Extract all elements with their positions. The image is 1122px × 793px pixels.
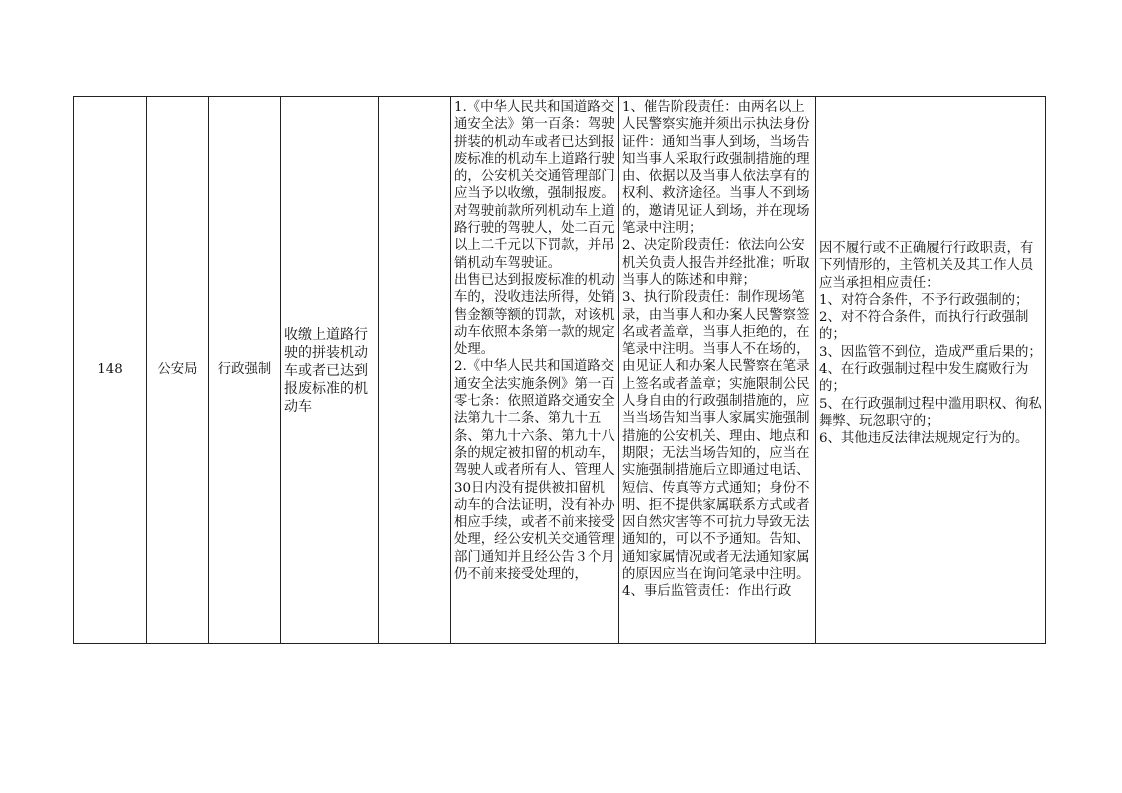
accountability-text: 因不履行或不正确履行行政职责，有下列情形的，主管机关及其工作人员应当承担相应责任： 1、对符合条件，不予行政强制的； 2、对不符合条件，而执行行政强制的； 3、因监管不到位，造成严重后果的； 4、在行政强制过程中发生腐败行为的； 5、在行政强制过程中滥用职权、徇私舞弊、玩忽职守的； 6、其他违反法律法规规定行为的。 xyxy=(819,241,1042,447)
sub-item-cell xyxy=(378,97,450,643)
legal-basis-cell xyxy=(450,97,618,643)
responsibilities-cell xyxy=(618,97,815,643)
power-item-name: 收缴上道路行驶的拼装机动车或者已达到报废标准的机动车 xyxy=(284,327,368,415)
power-category: 行政强制 xyxy=(217,362,272,378)
row-number: 148 xyxy=(97,362,123,378)
category-cell xyxy=(208,97,280,643)
item-name-cell xyxy=(280,97,378,643)
row-number-cell xyxy=(74,97,146,643)
department-cell xyxy=(146,97,208,643)
responsibilities-text: 1、催告阶段责任：由两名以上人民警察实施并须出示执法身份证件：通知当事人到场，当场告知当事人采取行政强制措施的理由、依据以及当事人依法享有的权利、救济途径。当事人不到场的，邀请见证人到场，并在现场笔录中注明； 2、决定阶段责任：依法向公安机关负责人报告并经批准；听取当事人的陈述和申辩； 3、执行阶段责任：制作现场笔录，由当事人和办案人民警察签名或者盖章，当事人拒绝的，在笔录中注明。当事人不在场的，由见证人和办案人民警察在笔录上签名或者盖章；实施限制公民人身自由的行政强制措施的，应当当场告知当事人家属实施强制措施的公安机关、理由、地点和期限；无法当场告知的，应当在实施强制措施后立即通过电话、短信、传真等方式通知；身份不明、拒不提供家属联系方式或者因自然灾害等不可抗力导致无法通知的，可以不予通知。告知、通知家属情况或者无法通知家属的原因应当在询问笔录中注明。 4、事后监管责任：作出行政 xyxy=(622,100,810,600)
accountability-cell xyxy=(815,97,1047,643)
department: 公安局 xyxy=(157,362,198,378)
legal-basis-text: 1.《中华人民共和国道路交通安全法》第一百条：驾驶拼装的机动车或者已达到报废标准的机动车上道路行驶的，公安机关交通管理部门应当予以收缴，强制报废。 对驾驶前款所列机动车上道路行驶的驾驶人，处二百元以上二千元以下罚款，并吊销机动车驾驶证。 出售已达到报废标准的机动车的，没收违法所得，处销售金额等额的罚款，对该机动车依照本条第一款的规定处理。 2.《中华人民共和国道路交通安全法实施条例》第一百零七条：依照道路交通安全法第九十二条、第九十五条、第九十六条、第九十八条的规定被扣留的机动车，驾驶人或者所有人、管理人30日内没有提供被扣留机动车的合法证明，没有补办相应手续，或者不前来接受处理，经公安机关交通管理部门通知并且经公告３个月仍不前来接受处理的， xyxy=(454,100,615,583)
responsibility-table xyxy=(73,96,1046,644)
